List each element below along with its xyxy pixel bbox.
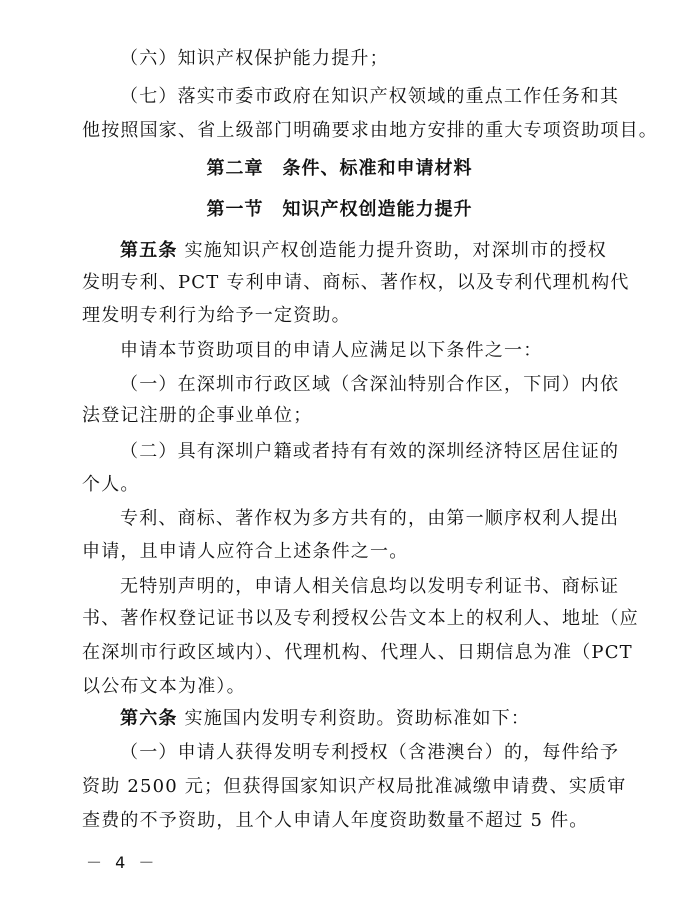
page-number: － 4 － bbox=[86, 853, 159, 872]
paragraph-line: （一）在深圳市行政区域（含深汕特别合作区，下同）内依 bbox=[120, 374, 620, 395]
section-heading: 第一节 知识产权创造能力提升 bbox=[206, 199, 473, 220]
paragraph-text: 实施知识产权创造能力提升资助，对深圳市的授权 bbox=[184, 240, 607, 261]
paragraph-line: 查费的不予资助，且个人申请人年度资助数量不超过 5 件。 bbox=[82, 810, 589, 831]
paragraph-line: （七）落实市委市政府在知识产权领域的重点工作任务和其 bbox=[120, 86, 620, 107]
paragraph-line: （六）知识产权保护能力提升； bbox=[120, 48, 389, 69]
paragraph-line: 他按照国家、省上级部门明确要求由地方安排的重大专项资助项目。 bbox=[82, 120, 658, 141]
article-5-label: 第五条 bbox=[120, 240, 178, 261]
paragraph-line: 申请本节资助项目的申请人应满足以下条件之一： bbox=[120, 340, 543, 361]
paragraph-line: 以公布文本为准）。 bbox=[82, 676, 246, 697]
paragraph-line: （二）具有深圳户籍或者持有有效的深圳经济特区居住证的 bbox=[120, 441, 620, 462]
paragraph-line: 无特别声明的，申请人相关信息均以发明专利证书、商标证 bbox=[120, 576, 620, 597]
paragraph-line: 发明专利、PCT 专利申请、商标、著作权，以及专利代理机构代 bbox=[82, 272, 630, 293]
article-5-first-line bbox=[120, 240, 607, 262]
paragraph-line: 专利、商标、著作权为多方共有的，由第一顺序权利人提出 bbox=[120, 508, 620, 529]
paragraph-line: 理发明专利行为给予一定资助。 bbox=[82, 305, 351, 326]
paragraph-line: 申请，且申请人应符合上述条件之一。 bbox=[82, 541, 409, 562]
paragraph-text: 实施国内发明专利资助。资助标准如下： bbox=[184, 708, 531, 729]
article-6-first-line bbox=[120, 708, 602, 730]
paragraph-line: 书、著作权登记证书以及专利授权公告文本上的权利人、地址（应 bbox=[82, 608, 639, 629]
paragraph-line: 在深圳市行政区域内）、代理机构、代理人、日期信息为准（PCT bbox=[82, 642, 633, 663]
paragraph-line: （一）申请人获得发明专利授权（含港澳台）的，每件给予 bbox=[120, 742, 620, 763]
article-6-label: 第六条 bbox=[120, 708, 178, 729]
paragraph-line: 法登记注册的企事业单位； bbox=[82, 405, 313, 426]
paragraph-line: 资助 2500 元；但获得国家知识产权局批准减缴申请费、实质审 bbox=[82, 776, 627, 797]
paragraph-line: 个人。 bbox=[82, 474, 140, 495]
chapter-heading: 第二章 条件、标准和申请材料 bbox=[206, 158, 473, 179]
